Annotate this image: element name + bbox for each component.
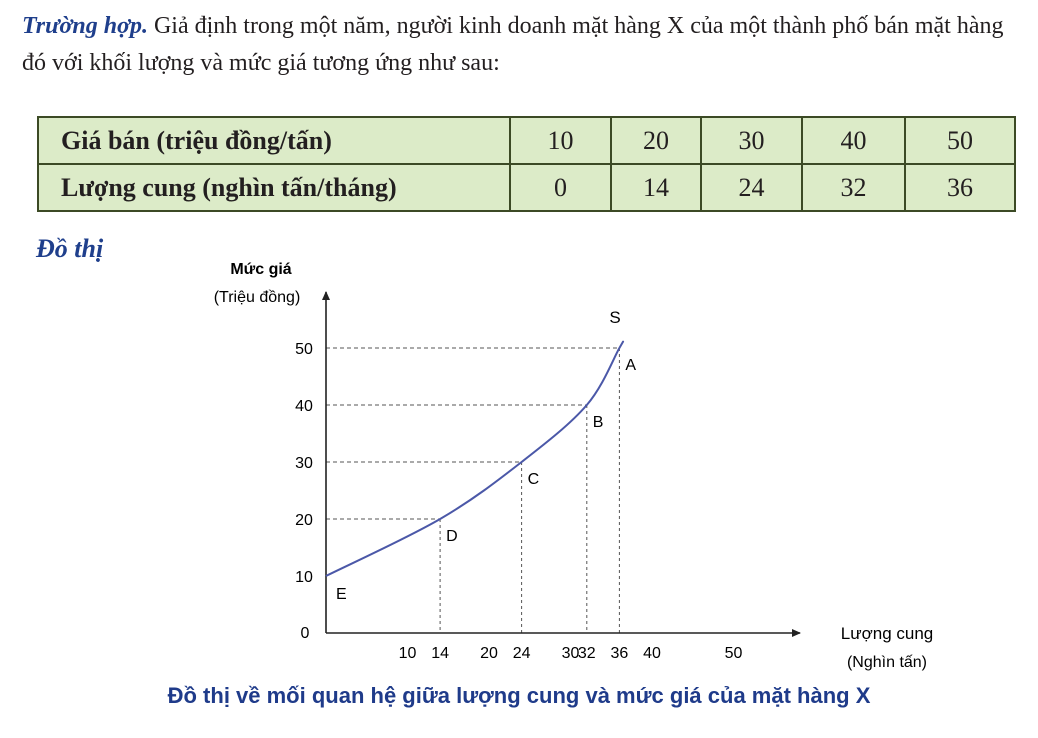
table-cell: 14 <box>611 164 701 211</box>
point-label: E <box>336 586 347 603</box>
table-cell: 32 <box>802 164 905 211</box>
chart-caption: Đồ thị về mối quan hệ giữa lượng cung và mức giá của mặt hàng X <box>167 683 871 708</box>
table-cell: 24 <box>701 164 802 211</box>
y-tick-label: 20 <box>295 512 313 529</box>
y-axis-title: Mức giá <box>230 261 292 278</box>
x-tick-label: 36 <box>610 645 629 662</box>
y-tick-label: 30 <box>295 455 313 472</box>
x-axis-title: Lượng cung <box>840 624 934 643</box>
x-tick-label: 20 <box>480 645 498 662</box>
table-cell: 36 <box>905 164 1015 211</box>
origin-label: 0 <box>300 625 310 642</box>
point-label: D <box>446 528 458 545</box>
table-cell: 40 <box>802 117 905 164</box>
intro-text: Giả định trong một năm, người kinh doanh mặt hàng X của một thành phố bán mặt hàng đó với khối lượng và mức giá tương ứng như sau: <box>22 13 1004 76</box>
table-cell: 50 <box>905 117 1015 164</box>
point-label: C <box>527 471 540 488</box>
graph-heading: Đồ thị <box>36 234 104 263</box>
x-axis-unit: (Nghìn tấn) <box>846 654 928 671</box>
x-tick-label: 30 <box>561 645 580 662</box>
supply-curve <box>326 342 623 576</box>
x-tick-label: 40 <box>643 645 661 662</box>
y-tick-label: 50 <box>295 341 313 358</box>
x-tick-label: 50 <box>724 645 743 662</box>
table-cell: 10 <box>510 117 611 164</box>
x-tick-label: 32 <box>577 645 596 662</box>
point-label: B <box>592 414 604 431</box>
row-header-price: Giá bán (triệu đồng/tấn) <box>38 117 510 164</box>
x-tick-label: 24 <box>512 645 531 662</box>
series-label: S <box>609 308 621 327</box>
intro-lead: Trường hợp. <box>22 13 148 39</box>
point-label: A <box>625 357 637 374</box>
table-cell: 20 <box>611 117 701 164</box>
y-tick-label: 10 <box>295 569 313 586</box>
x-tick-label: 14 <box>431 645 449 662</box>
y-axis-unit: (Triệu đồng) <box>213 289 301 306</box>
x-tick-label: 10 <box>398 645 417 662</box>
table-cell: 30 <box>701 117 802 164</box>
y-tick-label: 40 <box>295 398 313 415</box>
table-cell: 0 <box>510 164 611 211</box>
row-header-supply: Lượng cung (nghìn tấn/tháng) <box>38 164 510 211</box>
